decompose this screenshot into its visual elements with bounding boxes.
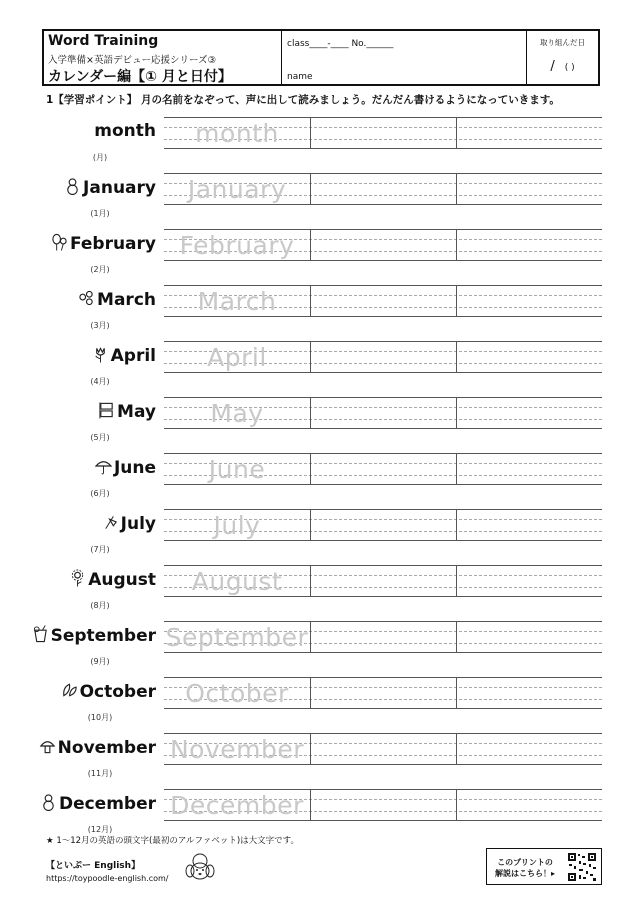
box-divider bbox=[456, 117, 457, 149]
word-japanese: (6月) bbox=[90, 489, 110, 498]
guide-line bbox=[164, 677, 602, 678]
word-ruby bbox=[0, 116, 156, 123]
word-japanese: (1月) bbox=[90, 209, 110, 218]
box-divider bbox=[456, 453, 457, 485]
tracing-lines[interactable] bbox=[164, 173, 602, 205]
word-english: March bbox=[97, 290, 156, 310]
header-name-cell bbox=[282, 31, 527, 84]
tanabata-icon bbox=[102, 513, 119, 531]
word-english: August bbox=[88, 570, 156, 590]
box-divider bbox=[456, 733, 457, 765]
word-japanese: (11月) bbox=[87, 769, 113, 778]
box-divider bbox=[456, 677, 457, 709]
tulip-icon bbox=[92, 345, 109, 363]
mushroom-icon bbox=[39, 737, 56, 755]
word-label bbox=[69, 569, 156, 590]
series-title: 入学準備×英語デビュー応援シリーズ③ bbox=[48, 55, 217, 66]
poodle-icon bbox=[183, 852, 217, 884]
box-divider bbox=[456, 285, 457, 317]
word-row-july bbox=[30, 507, 602, 557]
capital-note: ★ 1〜12月の英語の頭文字(最初のアルファベット)は大文字です。 bbox=[46, 836, 299, 846]
word-row-october bbox=[30, 675, 602, 725]
qr-code-icon[interactable] bbox=[567, 852, 597, 882]
date-field[interactable]: / ( ) bbox=[550, 59, 575, 74]
trace-word: May bbox=[210, 399, 264, 428]
word-ruby bbox=[0, 676, 156, 683]
word-row-september bbox=[30, 619, 602, 669]
box-divider bbox=[456, 621, 457, 653]
word-ruby bbox=[0, 284, 156, 291]
guide-line bbox=[164, 540, 602, 541]
name-field-label[interactable]: name bbox=[287, 72, 313, 82]
guide-line bbox=[164, 173, 602, 174]
trace-word: June bbox=[208, 455, 266, 484]
word-label bbox=[61, 681, 156, 702]
word-ruby bbox=[0, 732, 156, 739]
guide-line bbox=[164, 229, 602, 230]
word-english: May bbox=[117, 402, 156, 422]
guide-line bbox=[164, 708, 602, 709]
word-japanese: (4月) bbox=[90, 377, 110, 386]
trace-word: March bbox=[197, 287, 277, 316]
word-label bbox=[32, 625, 156, 646]
word-row-january bbox=[30, 171, 602, 221]
date-label: 取り組んだ日 bbox=[540, 38, 585, 47]
trace-word: April bbox=[207, 343, 267, 372]
box-divider bbox=[310, 621, 311, 653]
word-label bbox=[78, 289, 156, 310]
guide-line bbox=[164, 204, 602, 205]
word-row-june bbox=[30, 451, 602, 501]
snowman-icon bbox=[64, 177, 81, 195]
tracing-lines[interactable] bbox=[164, 509, 602, 541]
qr-caption: このプリントの 解説はこちら！▸ bbox=[494, 858, 555, 878]
word-label bbox=[98, 401, 156, 422]
tracing-lines[interactable] bbox=[164, 621, 602, 653]
guide-line bbox=[164, 484, 602, 485]
trace-word: January bbox=[187, 175, 287, 204]
page-title: カレンダー編【① 月と日付】 bbox=[48, 69, 232, 85]
explanation-qr-box[interactable] bbox=[486, 848, 602, 885]
trace-word: September bbox=[165, 623, 309, 652]
header-date-cell bbox=[527, 31, 598, 84]
word-japanese: (7月) bbox=[90, 545, 110, 554]
tracing-lines[interactable] bbox=[164, 229, 602, 261]
class-field-label[interactable]: class____-____ No.______ bbox=[287, 39, 394, 49]
word-english: October bbox=[79, 682, 156, 702]
word-label bbox=[64, 177, 156, 198]
word-row-february bbox=[30, 227, 602, 277]
word-japanese: (10月) bbox=[87, 713, 113, 722]
trace-word: December bbox=[170, 791, 304, 820]
word-english: January bbox=[83, 178, 156, 198]
trace-word: February bbox=[179, 231, 295, 260]
tracing-lines[interactable] bbox=[164, 789, 602, 821]
guide-line bbox=[164, 789, 602, 790]
brand-title: Word Training bbox=[48, 33, 159, 49]
box-divider bbox=[310, 733, 311, 765]
word-japanese: (月) bbox=[92, 153, 108, 162]
box-divider bbox=[310, 677, 311, 709]
juice-icon bbox=[32, 625, 49, 643]
word-ruby bbox=[0, 396, 156, 403]
word-english: June bbox=[113, 458, 156, 478]
trace-word: month bbox=[195, 119, 279, 148]
box-divider bbox=[456, 173, 457, 205]
word-ruby bbox=[0, 788, 156, 795]
guide-line bbox=[164, 117, 602, 118]
guide-line bbox=[164, 733, 602, 734]
guide-line bbox=[164, 372, 602, 373]
guide-line bbox=[164, 509, 602, 510]
word-english: November bbox=[57, 738, 156, 758]
guide-line bbox=[164, 285, 602, 286]
box-divider bbox=[310, 789, 311, 821]
word-label bbox=[51, 233, 156, 254]
guide-line bbox=[164, 341, 602, 342]
word-label bbox=[39, 737, 156, 758]
word-row-month bbox=[30, 115, 602, 165]
snowman-icon bbox=[40, 793, 57, 811]
guide-line bbox=[164, 453, 602, 454]
guide-line bbox=[164, 652, 602, 653]
tracing-lines[interactable] bbox=[164, 733, 602, 765]
guide-line bbox=[164, 820, 602, 821]
footer-brand-name: 【といぷー English】 bbox=[46, 861, 141, 871]
balloon-icon bbox=[51, 233, 68, 251]
box-divider bbox=[310, 453, 311, 485]
word-japanese: (8月) bbox=[90, 601, 110, 610]
footer-url[interactable]: https://toypoodle-english.com/ bbox=[46, 874, 169, 883]
word-label bbox=[102, 513, 156, 534]
word-japanese: (3月) bbox=[90, 321, 110, 330]
guide-line bbox=[164, 764, 602, 765]
box-divider bbox=[456, 341, 457, 373]
word-row-november bbox=[30, 731, 602, 781]
tracing-lines[interactable] bbox=[164, 677, 602, 709]
word-row-april bbox=[30, 339, 602, 389]
word-english: July bbox=[120, 514, 156, 534]
trace-word: July bbox=[213, 511, 261, 540]
guide-line bbox=[164, 316, 602, 317]
word-label bbox=[40, 793, 156, 814]
trace-word: October bbox=[185, 679, 289, 708]
word-english: April bbox=[110, 346, 156, 366]
instruction-text: 1【学習ポイント】 月の名前をなぞって、声に出して読みましょう。だんだん書けるようになっていきます。 bbox=[46, 94, 560, 106]
word-ruby bbox=[0, 508, 156, 515]
word-ruby bbox=[0, 228, 156, 235]
word-english: December bbox=[58, 794, 156, 814]
header-title-cell bbox=[44, 31, 282, 84]
carp-streamer-icon bbox=[98, 401, 115, 419]
box-divider bbox=[310, 565, 311, 597]
footer-brand bbox=[46, 858, 169, 883]
word-row-may bbox=[30, 395, 602, 445]
word-english: February bbox=[69, 234, 156, 254]
word-japanese: (9月) bbox=[90, 657, 110, 666]
word-label bbox=[95, 457, 156, 478]
word-label bbox=[92, 345, 156, 366]
box-divider bbox=[310, 117, 311, 149]
word-japanese: (12月) bbox=[87, 825, 113, 834]
tracing-lines[interactable] bbox=[164, 397, 602, 429]
word-ruby bbox=[0, 564, 156, 571]
box-divider bbox=[310, 229, 311, 261]
word-ruby bbox=[0, 172, 156, 179]
box-divider bbox=[456, 229, 457, 261]
trace-word: November bbox=[169, 735, 305, 764]
tracing-lines[interactable] bbox=[164, 565, 602, 597]
box-divider bbox=[310, 397, 311, 429]
tracing-lines[interactable] bbox=[164, 341, 602, 373]
box-divider bbox=[310, 173, 311, 205]
guide-line bbox=[164, 428, 602, 429]
box-divider bbox=[456, 789, 457, 821]
guide-line bbox=[164, 397, 602, 398]
tracing-lines[interactable] bbox=[164, 453, 602, 485]
word-row-march bbox=[30, 283, 602, 333]
tracing-lines[interactable] bbox=[164, 285, 602, 317]
word-ruby bbox=[0, 452, 156, 459]
word-english: September bbox=[50, 626, 156, 646]
tracing-lines[interactable] bbox=[164, 117, 602, 149]
sunflower-icon bbox=[69, 569, 86, 587]
box-divider bbox=[456, 565, 457, 597]
box-divider bbox=[310, 341, 311, 373]
word-english: month bbox=[94, 121, 156, 141]
word-label bbox=[94, 121, 156, 141]
word-ruby bbox=[0, 620, 156, 627]
guide-line bbox=[164, 596, 602, 597]
word-row-december bbox=[30, 787, 602, 837]
worksheet-header bbox=[42, 29, 600, 86]
word-ruby bbox=[0, 340, 156, 347]
box-divider bbox=[310, 509, 311, 541]
umbrella-icon bbox=[95, 457, 112, 475]
box-divider bbox=[310, 285, 311, 317]
box-divider bbox=[456, 509, 457, 541]
leaves-icon bbox=[61, 681, 78, 699]
guide-line bbox=[164, 148, 602, 149]
flowers-icon bbox=[78, 289, 95, 307]
guide-line bbox=[164, 260, 602, 261]
guide-line bbox=[164, 565, 602, 566]
word-japanese: (2月) bbox=[90, 265, 110, 274]
word-row-august bbox=[30, 563, 602, 613]
guide-line bbox=[164, 621, 602, 622]
word-japanese: (5月) bbox=[90, 433, 110, 442]
box-divider bbox=[456, 397, 457, 429]
trace-word: August bbox=[191, 567, 283, 596]
